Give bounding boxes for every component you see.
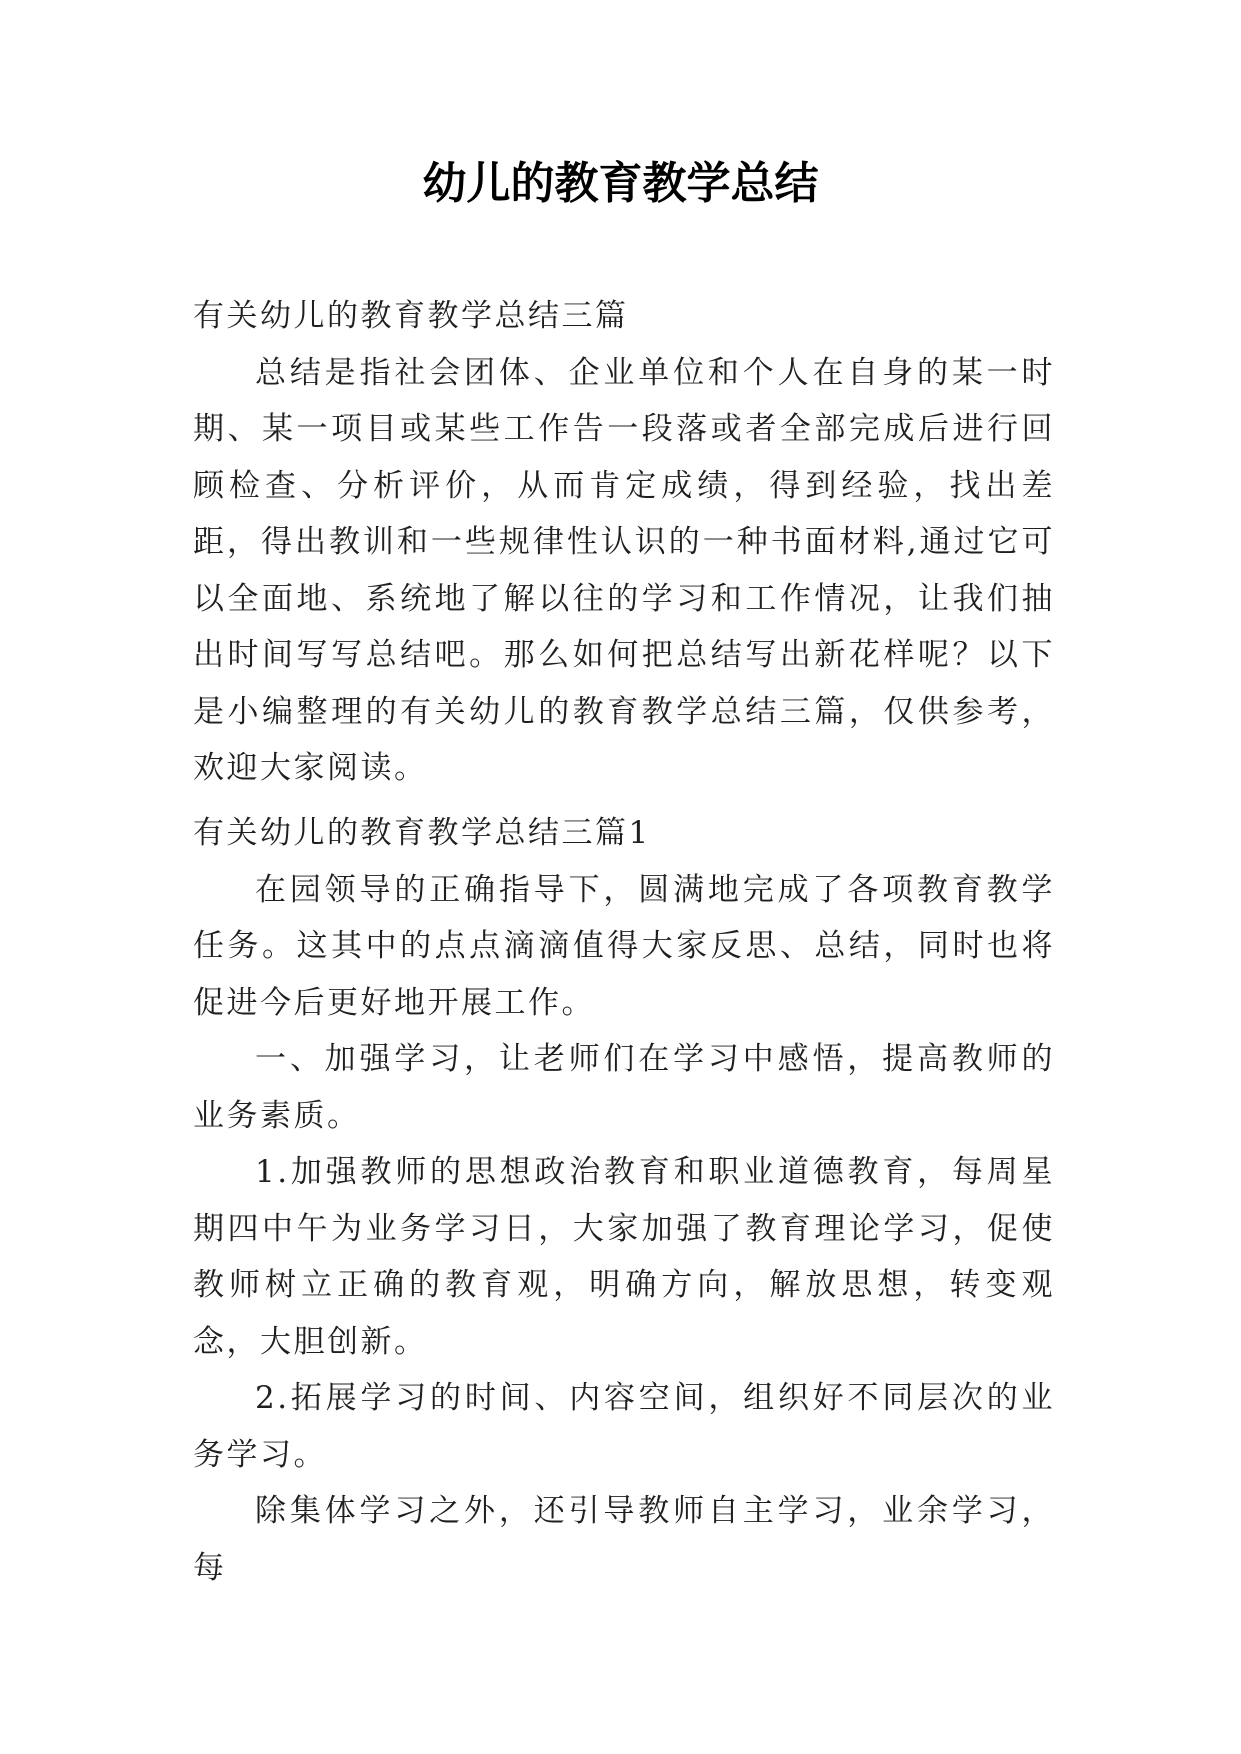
article-1-section <box>193 805 1055 1596</box>
article-1-paragraph: 一、加强学习，让老师们在学习中感悟，提高教师的业务素质。 <box>193 1041 1055 1134</box>
article-1-paragraph: 在园领导的正确指导下，圆满地完成了各项教育教学任务。这其中的点点滴滴值得大家反思、总结，同时也将促进今后更好地开展工作。 <box>193 871 1055 1021</box>
intro-paragraph: 总结是指社会团体、企业单位和个人在自身的某一时期、某一项目或某些工作告一段落或者全部完成后进行回顾检查、分析评价，从而肯定成绩，得到经验，找出差距，得出教训和一些规律性认识的一种书面材料,通过它可以全面地、系统地了解以往的学习和工作情况，让我们抽出时间写写总结吧。那么如何把总结写出新花样呢？以下是小编整理的有关幼儿的教育教学总结三篇，仅供参考，欢迎大家阅读。 <box>193 354 1055 786</box>
article-1-heading: 有关幼儿的教育教学总结三篇1 <box>193 815 651 851</box>
document-title: 幼儿的教育教学总结 <box>422 158 819 209</box>
article-1-paragraph: 除集体学习之外，还引导教师自主学习，业余学习，每 <box>193 1493 1055 1586</box>
article-1-paragraph: 1.加强教师的思想政治教育和职业道德教育，每周星期四中午为业务学习日，大家加强了教育理论学习，促使教师树立正确的教育观，明确方向，解放思想，转变观念，大胆创新。 <box>193 1154 1055 1360</box>
intro-section <box>193 288 1055 797</box>
article-1-paragraph: 2.拓展学习的时间、内容空间，组织好不同层次的业务学习。 <box>193 1380 1055 1473</box>
section-heading: 有关幼儿的教育教学总结三篇 <box>193 298 629 334</box>
